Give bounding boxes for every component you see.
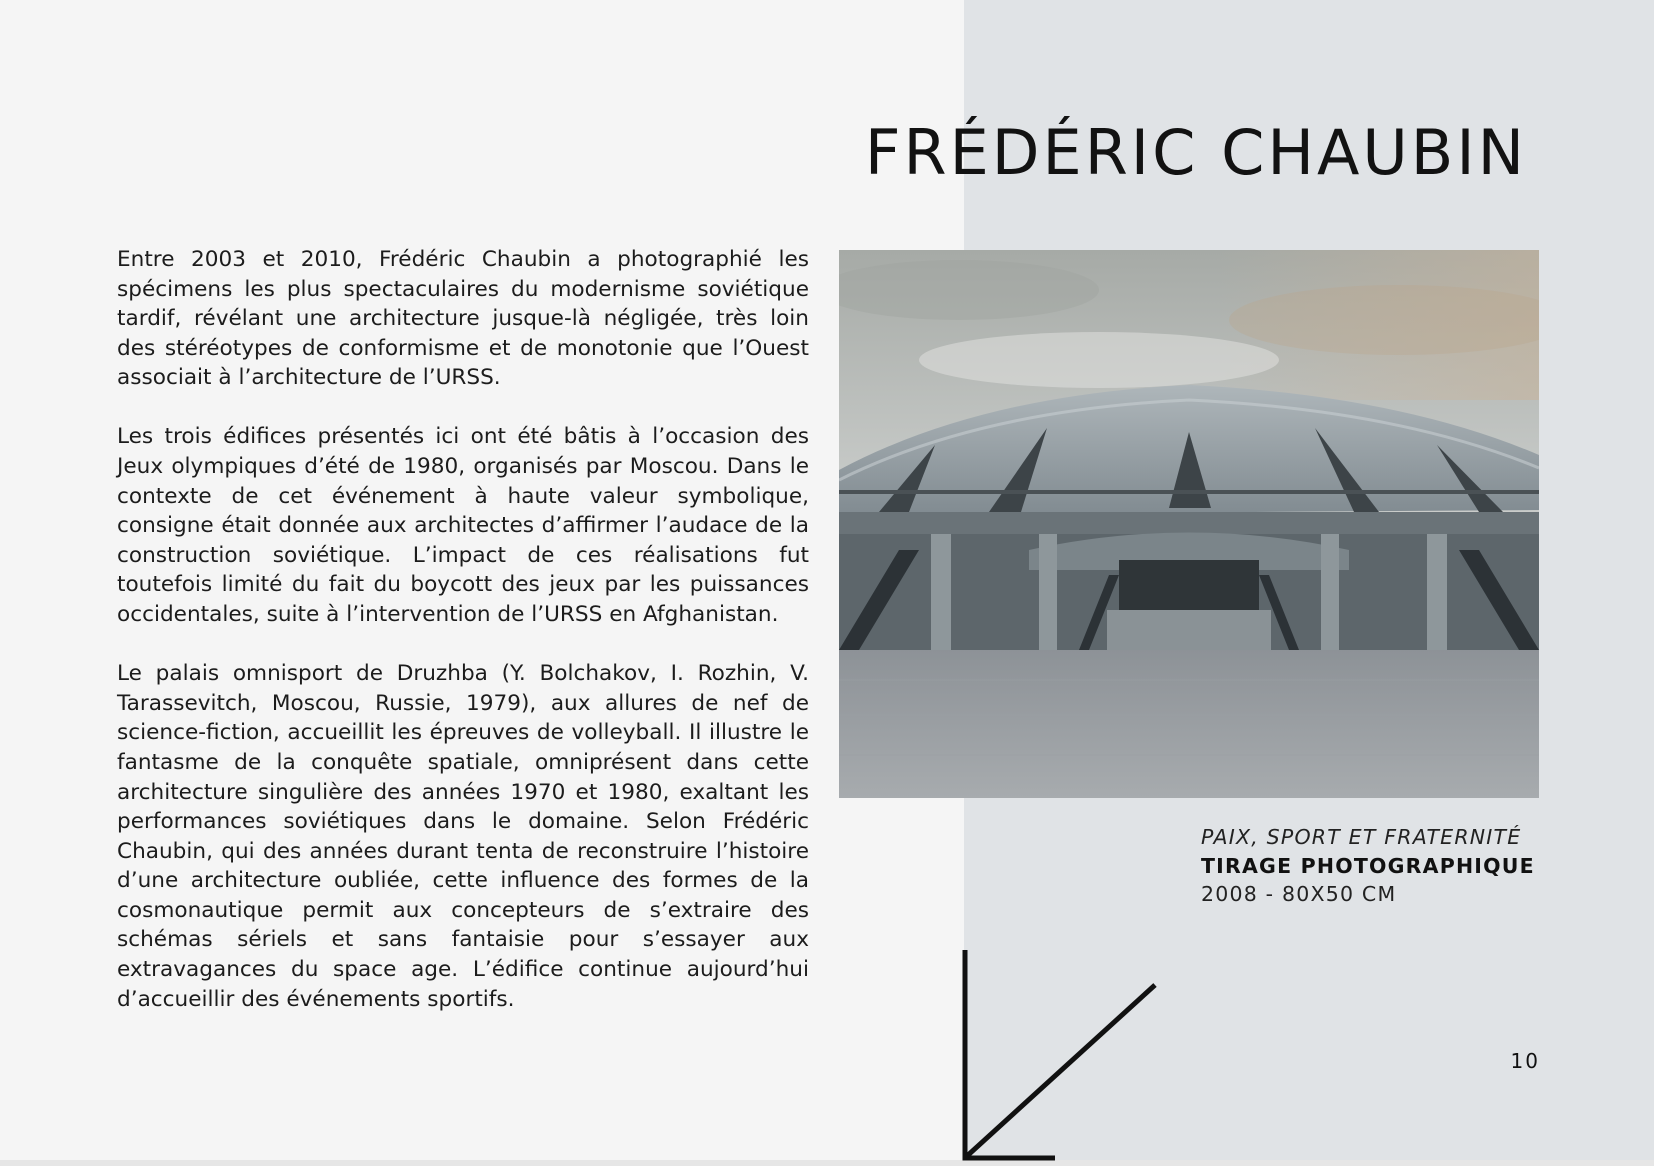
artwork-photo [839, 250, 1539, 798]
paragraph-druzhba: Le palais omnisport de Druzhba (Y. Bolchakov, I. Rozhin, V. Tarassevitch, Moscou, Russie, 1979), aux allures de nef de science-fiction, accueillit les épreuves de volleyball. Il illustre le fantasme de la conquête spatiale, omniprésent dans cette architecture singulière des années 1970 et 1980, exaltant les performances soviétiques dans le domaine. Selon Frédéric Chaubin, qui des années durant tenta de reconstruire l’histoire d’une architecture oubliée, cette influence des formes de la cosmonautique permit aux concepteurs de s’extraire des schémas sériels et sans fantaisie pour s’essayer aux extravagances du space age. L’édifice continue aujourd’hui d’accueillir des événements sportifs. [117, 661, 809, 1012]
artwork-caption [1201, 823, 1535, 909]
paragraph-intro: Entre 2003 et 2010, Frédéric Chaubin a photographié les spécimens les plus spectaculaires du modernisme soviétique tardif, révélant une architecture jusque-là négligée, très loin des stéréotypes de conformisme et de monotonie que l’Ouest associait à l’architecture de l’URSS. [117, 247, 809, 391]
paragraph-olympics: Les trois édifices présentés ici ont été bâtis à l’occasion des Jeux olympiques d’été de 1980, organisés par Moscou. Dans le contexte de cet événement à haute valeur symbolique, consigne était donnée aux architectes d’affirmer l’audace de la construction soviétique. L’impact de ces réalisations fut toutefois limité du fait du boycott des jeux par les puissances occidentales, suite à l’intervention de l’URSS en Afghanistan. [117, 424, 809, 628]
artwork-details: 2008 - 80X50 CM [1201, 882, 1397, 906]
body-text [117, 245, 809, 1044]
artwork-medium: TIRAGE PHOTOGRAPHIQUE [1201, 853, 1535, 878]
page-number: 10 [1510, 1049, 1540, 1073]
artwork-title: PAIX, SPORT ET FRATERNITÉ [1201, 825, 1522, 849]
arrow-down-left-icon [955, 945, 1170, 1166]
page-bottom-edge [0, 1160, 1654, 1166]
page-title: FRÉDÉRIC CHAUBIN [864, 116, 1527, 189]
